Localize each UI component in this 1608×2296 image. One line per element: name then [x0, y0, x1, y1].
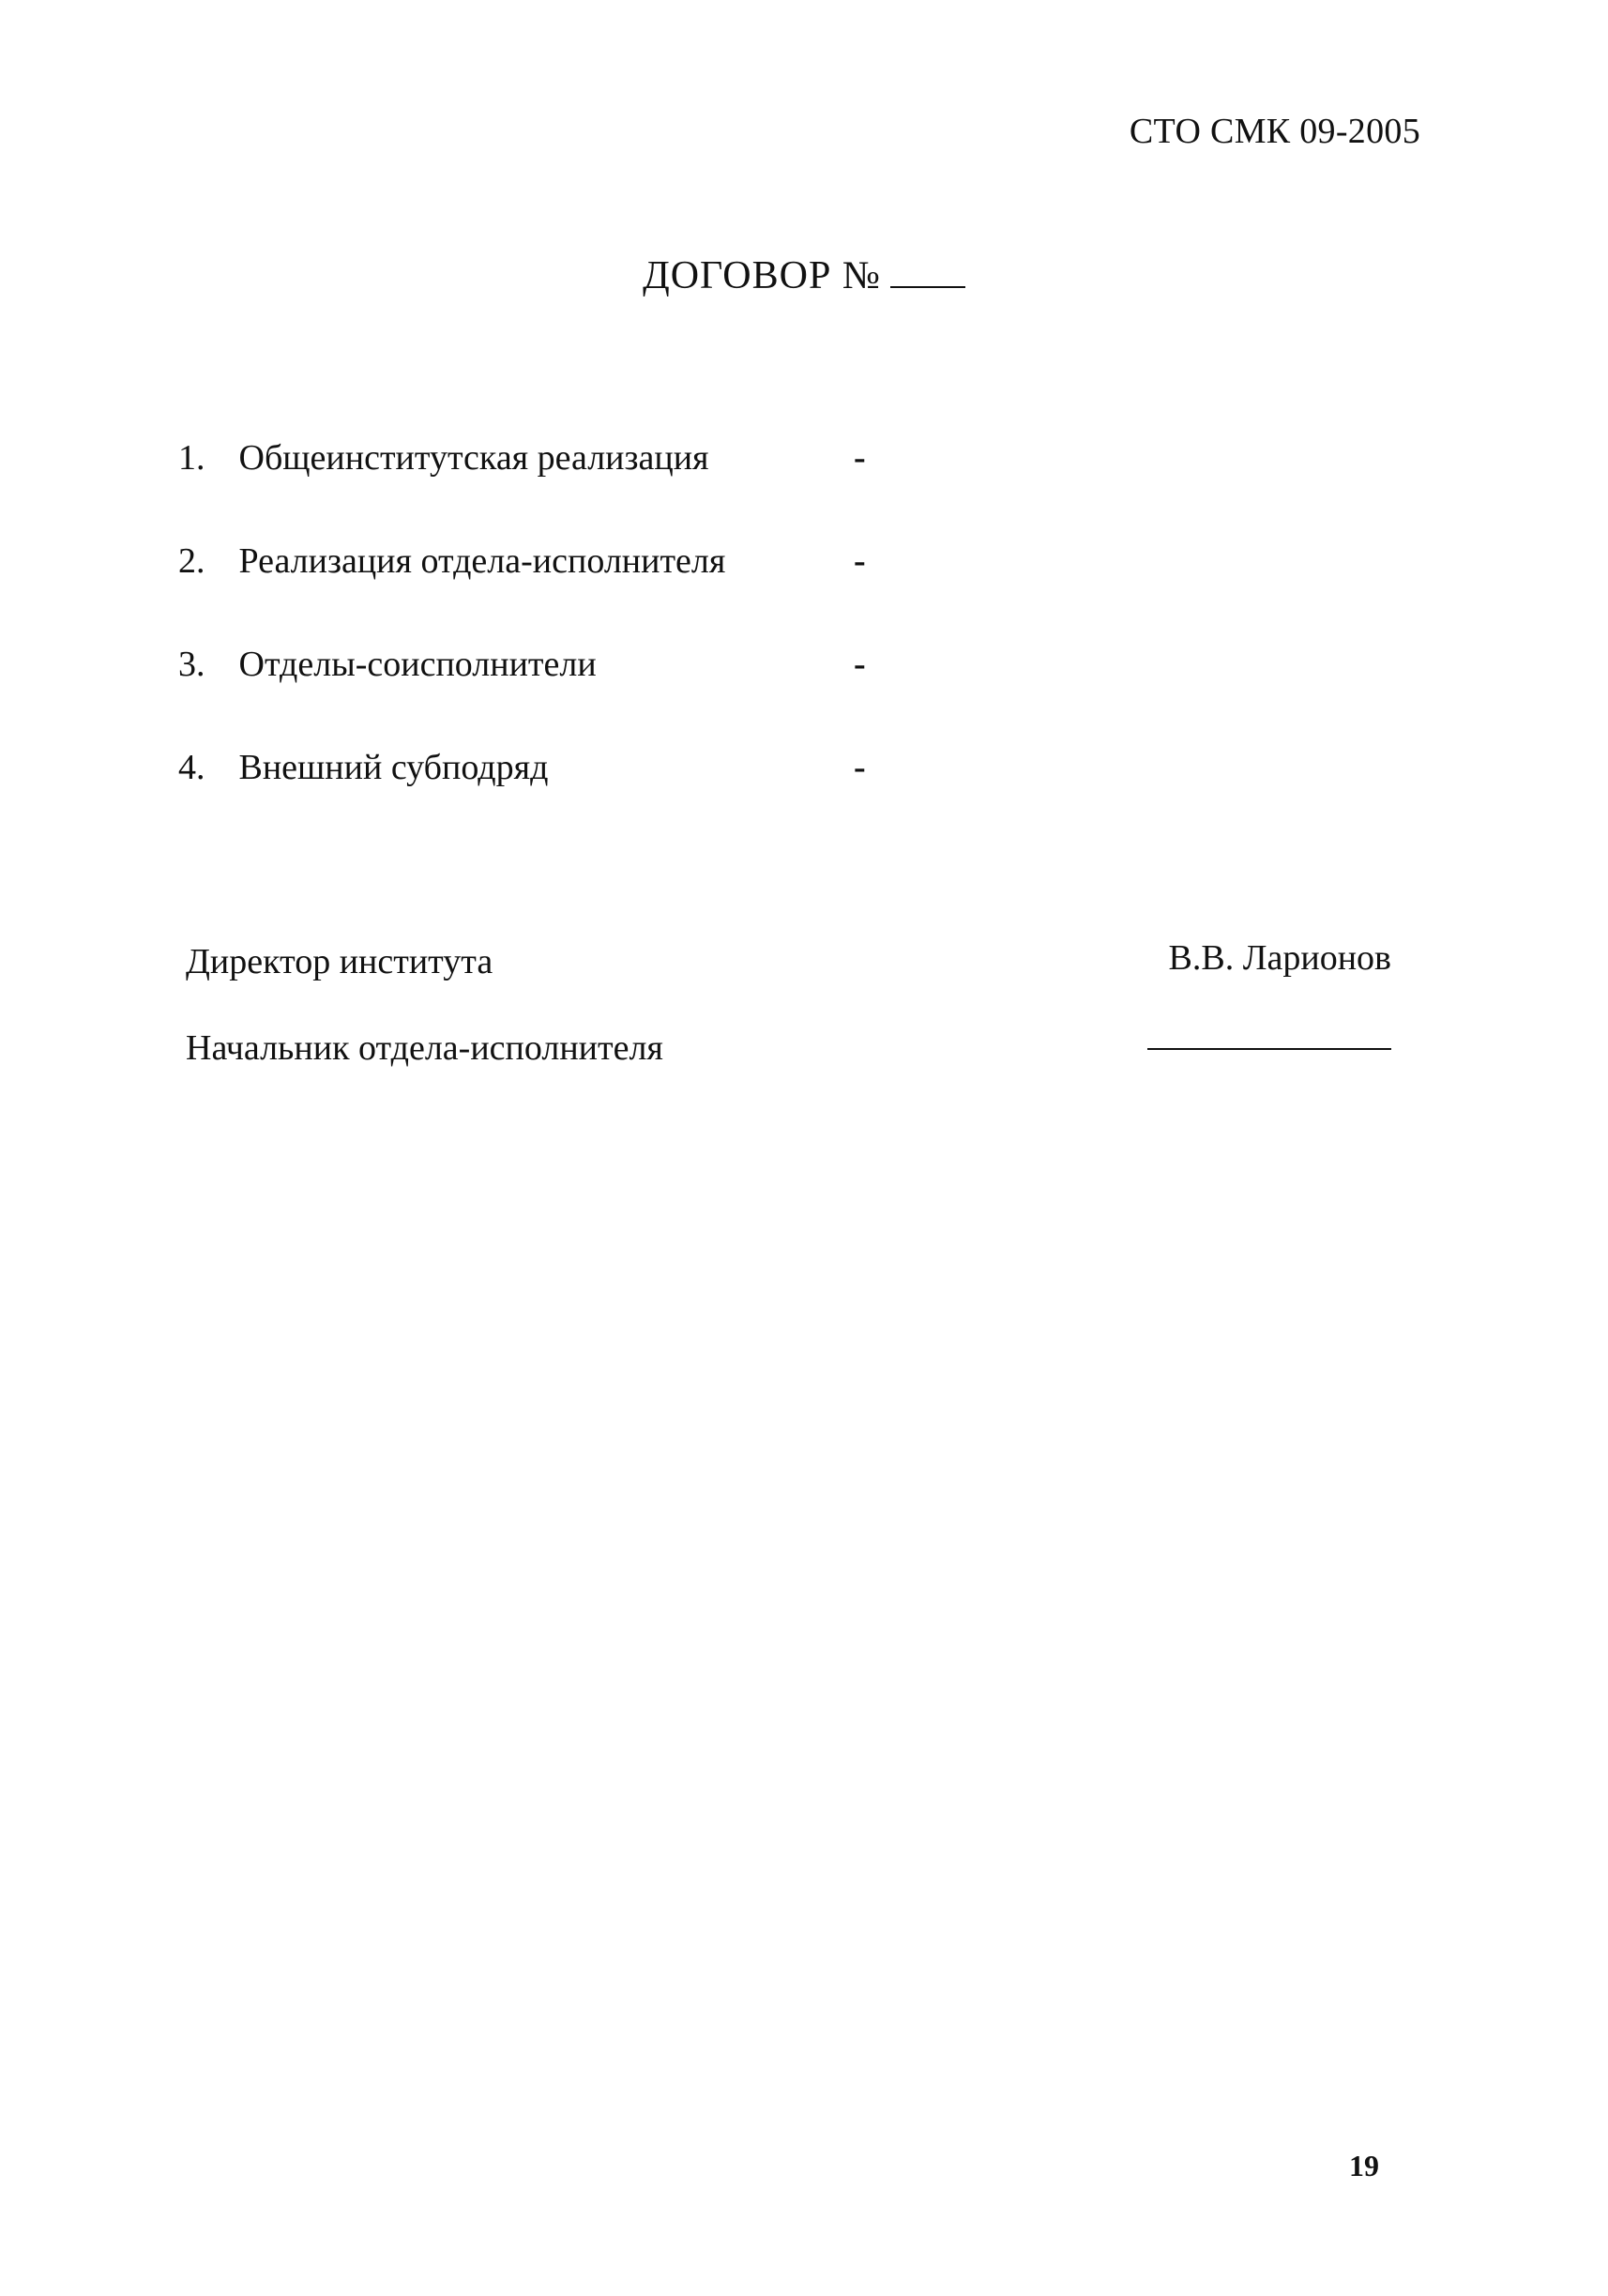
director-name: В.В. Ларионов [1168, 938, 1391, 978]
list-item-value: - [854, 438, 866, 478]
director-signature-row [186, 934, 1391, 1020]
director-role: Директор института [186, 942, 493, 981]
list-item-value: - [854, 748, 866, 787]
list-item-number: 1. [178, 438, 205, 478]
list-item-label: Внешний субподряд [238, 748, 549, 787]
list-item-number: 3. [178, 645, 205, 684]
list-item [178, 739, 891, 843]
list-item [178, 636, 891, 739]
signature-block [186, 934, 1391, 1106]
list-item-number: 4. [178, 748, 205, 787]
list-item-label: Реализация отдела-исполнителя [238, 541, 726, 581]
contract-number-blank [890, 258, 965, 288]
signature-line [1147, 1048, 1391, 1050]
list-item-label: Отделы-соисполнители [238, 645, 597, 684]
head-signature-row [186, 1020, 1391, 1106]
list-item [178, 533, 891, 636]
list-item-label: Общеинститутская реализация [238, 438, 709, 478]
realization-list [178, 430, 891, 843]
contract-title-text: ДОГОВОР № [643, 254, 881, 297]
list-item-value: - [854, 541, 866, 581]
contract-title [0, 253, 1608, 298]
list-item-value: - [854, 645, 866, 684]
list-item-number: 2. [178, 541, 205, 581]
list-item [178, 430, 891, 533]
document-code: СТО СМК 09-2005 [1129, 112, 1420, 151]
page-number: 19 [1349, 2149, 1379, 2182]
head-role: Начальник отдела-исполнителя [186, 1028, 663, 1068]
